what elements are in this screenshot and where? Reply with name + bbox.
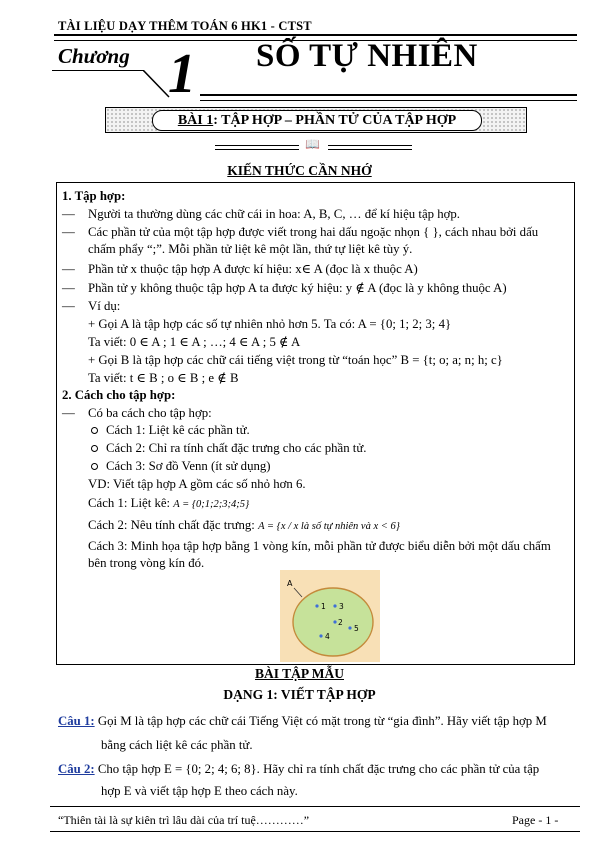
question-2-cont: hợp E và viết tập hợp E theo cách này. xyxy=(101,784,298,798)
example-2: + Gọi B là tập hợp các chữ cái tiếng việt trong từ “toán học” B = {t; o; a; n; h; c} xyxy=(88,353,503,367)
method-2: Cách 2: Chỉ ra tính chất đặc trưng cho các phần tử. xyxy=(106,441,367,455)
vd-statement: VD: Viết tập hợp A gồm các số nhỏ hơn 6. xyxy=(88,477,306,491)
way-3b: bên trong vòng kín đó. xyxy=(88,556,205,570)
question-2 xyxy=(58,761,539,777)
chapter-label: Chương xyxy=(58,44,130,68)
venn-element: 4 xyxy=(325,632,330,641)
circle-bullet xyxy=(91,427,98,434)
venn-dot xyxy=(333,604,336,607)
venn-element: 2 xyxy=(338,618,343,627)
example-1: + Gọi A là tập hợp các số tự nhiên nhỏ hơn 5. Ta có: A = {0; 1; 2; 3; 4} xyxy=(88,317,452,331)
venn-element: 3 xyxy=(339,602,344,611)
venn-element: 1 xyxy=(321,602,326,611)
page-number: Page - 1 - xyxy=(512,813,559,827)
knowledge-p2b: chấm phẩy “;”. Mỗi phần tử liệt kê một lần, thứ tự liệt kê tùy ý. xyxy=(88,242,413,256)
circle-bullet xyxy=(91,463,98,470)
circle-bullet xyxy=(91,445,98,452)
venn-element: 5 xyxy=(354,624,359,633)
question-1 xyxy=(58,713,547,729)
bullet-dash: — xyxy=(62,406,75,420)
bullet-dash: — xyxy=(62,225,75,239)
example-heading: Ví dụ: xyxy=(88,299,121,313)
example-2-notation: Ta viết: t ∈ B ; o ∈ B ; e ∉ B xyxy=(88,371,239,385)
venn-diagram xyxy=(280,570,380,662)
way-3a: Cách 3: Minh họa tập hợp bằng 1 vòng kín, mỗi phần tử được biểu diễn bởi một dấu chấm xyxy=(88,539,551,553)
method-1: Cách 1: Liệt kê các phần tử. xyxy=(106,423,250,437)
bullet-dash: — xyxy=(62,207,75,221)
footer-quote: “Thiên tài là sự kiên trì lâu dài của trí tuệ…………” xyxy=(58,813,310,827)
question-2-label: Câu 2: xyxy=(58,762,95,776)
way-2 xyxy=(88,517,400,535)
heading-cach-cho: 2. Cách cho tập hợp: xyxy=(62,388,176,402)
bullet-dash: — xyxy=(62,299,75,313)
footer-divider-bottom xyxy=(50,831,580,832)
lesson-banner xyxy=(105,107,527,133)
venn-label-pointer xyxy=(294,588,302,597)
chapter-title: SỐ TỰ NHIÊN xyxy=(256,38,478,74)
way-2-label: Cách 2: Nêu tính chất đặc trưng: xyxy=(88,518,255,532)
chapter-slash xyxy=(143,70,171,98)
venn-dot xyxy=(315,604,318,607)
exercises-title: BÀI TẬP MẪU xyxy=(254,666,344,681)
way-1-label: Cách 1: Liệt kê: xyxy=(88,496,171,510)
way-1-math: A = {0;1;2;3;4;5} xyxy=(173,499,250,510)
ornament-line-right xyxy=(328,145,412,150)
bullet-dash: — xyxy=(62,281,75,295)
lesson-prefix: BÀI 1 xyxy=(177,113,214,128)
venn-dot xyxy=(319,634,322,637)
lesson-title-text: : TẬP HỢP – PHẦN TỬ CỦA TẬP HỢP xyxy=(213,113,457,128)
knowledge-p1: Người ta thường dùng các chữ cái in hoa: A, B, C, … để kí hiệu tập hợp. xyxy=(88,207,460,221)
book-icon: 📖 xyxy=(305,137,320,151)
venn-set-label: A xyxy=(287,579,293,588)
title-divider xyxy=(200,94,577,101)
bullet-dash: — xyxy=(62,262,75,276)
question-1-label: Câu 1: xyxy=(58,714,95,728)
venn-dot xyxy=(348,626,351,629)
method-3: Cách 3: Sơ đồ Venn (ít sử dụng) xyxy=(106,459,271,473)
venn-set-ellipse xyxy=(293,588,373,656)
document-header: TÀI LIỆU DẠY THÊM TOÁN 6 HK1 - CTST xyxy=(58,19,312,33)
methods-intro: Có ba cách cho tập hợp: xyxy=(88,406,212,420)
question-2-text: Cho tập hợp E = {0; 2; 4; 6; 8}. Hãy chỉ ra tính chất đặc trưng cho các phần tử của tập xyxy=(97,762,540,776)
knowledge-p2a: Các phần tử của một tập hợp được viết trong hai dấu ngoặc nhọn { }, cách nhau bởi dấu xyxy=(88,225,539,239)
way-1 xyxy=(88,495,249,513)
way-2-math: A = {x / x là số tự nhiên và x < 6} xyxy=(258,521,400,532)
knowledge-p3: Phần tử x thuộc tập hợp A được kí hiệu: x∈ A (đọc là x thuộc A) xyxy=(88,262,418,276)
chapter-underline xyxy=(52,70,144,71)
ornament-line-left xyxy=(215,145,299,150)
venn-dot xyxy=(333,620,336,623)
knowledge-p4: Phần tử y không thuộc tập hợp A ta được ký hiệu: y ∉ A (đọc là y không thuộc A) xyxy=(88,281,507,295)
chapter-number: 1 xyxy=(168,43,196,105)
lesson-title xyxy=(152,110,482,131)
section-title: KIẾN THỨC CẦN NHỚ xyxy=(227,163,372,178)
footer-divider-top xyxy=(50,806,580,807)
question-1-cont: bằng cách liệt kê các phần tử. xyxy=(101,738,253,752)
question-1-text: Gọi M là tập hợp các chữ cái Tiếng Việt có mặt trong từ “gia đình”. Hãy viết tập hợp M xyxy=(97,714,547,728)
example-1-notation: Ta viết: 0 ∈ A ; 1 ∈ A ; …; 4 ∈ A ; 5 ∉ A xyxy=(88,335,301,349)
venn-svg xyxy=(280,570,380,662)
heading-tap-hop: 1. Tập hợp: xyxy=(62,189,126,203)
exercise-type-title: DẠNG 1: VIẾT TẬP HỢP xyxy=(223,687,376,702)
